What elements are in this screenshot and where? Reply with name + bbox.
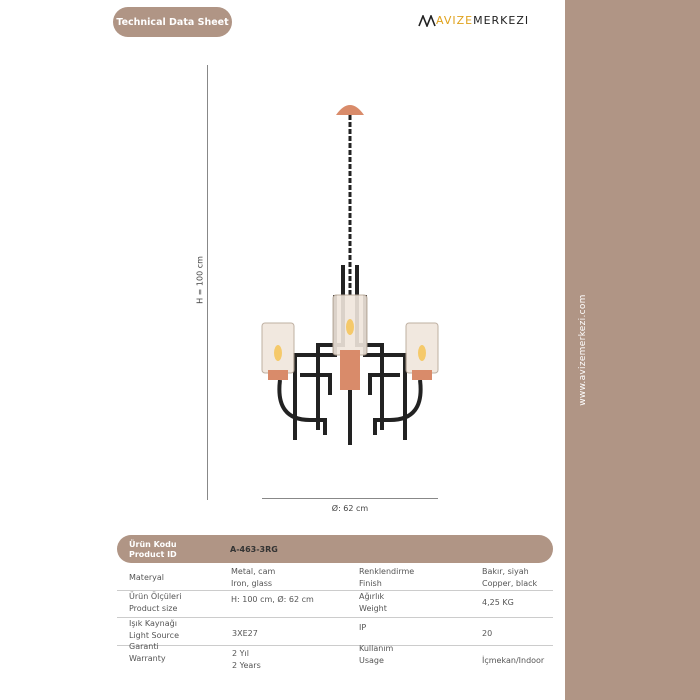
row-label: Garanti Warranty <box>129 642 166 663</box>
row-value-right: 20 <box>482 629 493 638</box>
website-text: www.avizemerkezi.com <box>578 294 588 406</box>
row-value: Metal, cam Iron, glass <box>231 567 276 588</box>
row-value: 3XE27 <box>232 629 258 638</box>
logo-text-a: AVIZE <box>436 14 474 27</box>
row-value: H: 100 cm, Ø: 62 cm <box>231 595 314 604</box>
row-label-right: IP <box>359 623 367 632</box>
product-id-value: A-463-3RG <box>230 545 278 554</box>
title-badge: Technical Data Sheet <box>113 7 232 37</box>
row-divider <box>117 617 553 618</box>
height-dimension-line <box>207 65 208 500</box>
height-label: H = 100 cm <box>195 256 205 304</box>
product-id-label-en: Product ID <box>129 550 177 559</box>
chandelier-image <box>240 95 460 450</box>
brand-logo <box>418 14 529 27</box>
row-divider <box>117 590 553 591</box>
row-value: 2 Yıl 2 Years <box>232 649 261 670</box>
row-label-right: Renklendirme Finish <box>359 567 415 588</box>
logo-text-b: MERKEZI <box>473 14 530 27</box>
row-divider <box>117 645 553 646</box>
row-value-right: 4,25 KG <box>482 598 514 607</box>
logo-wave-icon <box>418 15 436 27</box>
row-label-right: Ağırlık Weight <box>359 592 387 613</box>
row-value-right: İçmekan/Indoor <box>482 656 545 665</box>
row-label: Ürün Ölçüleri Product size <box>129 592 182 613</box>
product-id-label-tr: Ürün Kodu <box>129 540 177 549</box>
row-label: Materyal <box>129 573 165 582</box>
row-value-right: Bakır, siyah Copper, black <box>482 567 538 588</box>
product-id-header <box>117 535 553 563</box>
row-label: Işık Kaynağı Light Source <box>129 619 179 640</box>
diameter-label: Ø: 62 cm <box>331 504 369 513</box>
diameter-dimension-line <box>262 498 438 499</box>
row-label-right: Kullanım Usage <box>359 644 394 665</box>
